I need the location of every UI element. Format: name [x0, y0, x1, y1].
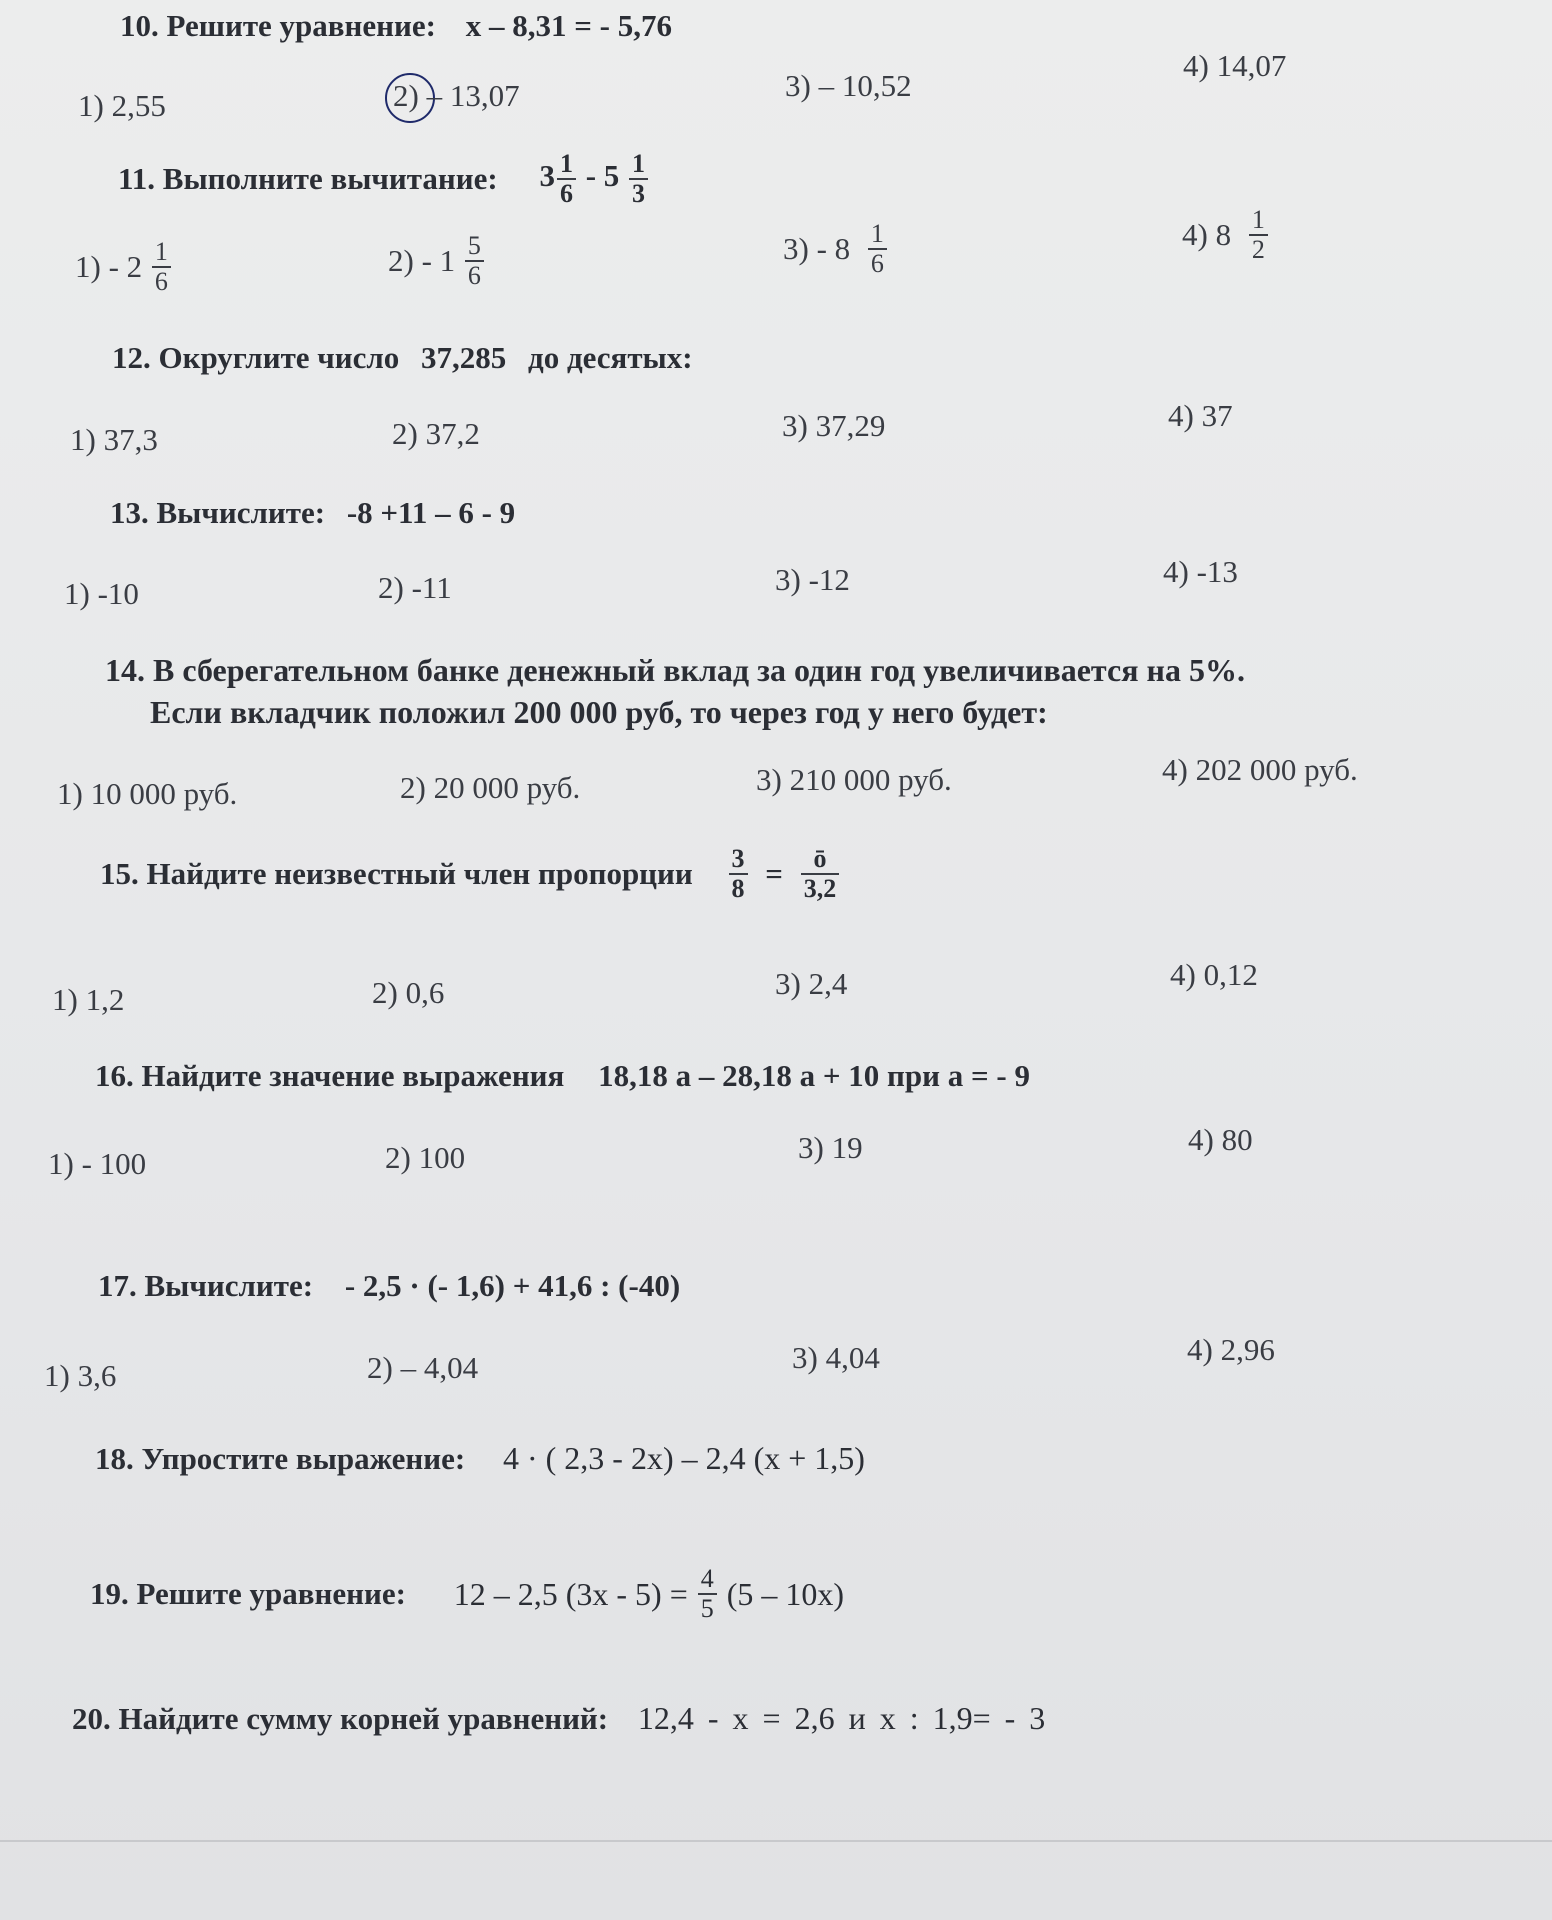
- question-10-option-1: 1) 2,55: [78, 88, 166, 123]
- question-20: [72, 1700, 1045, 1737]
- question-11-prompt: 11. Выполните вычитание:: [118, 161, 498, 196]
- fraction: $\frac{1}{2}$: [1249, 206, 1268, 264]
- fraction: $\frac{5}{6}$: [465, 232, 484, 290]
- question-17-option-4: 4) 2,96: [1187, 1332, 1275, 1367]
- question-11-expression: 3 $\frac{1}{6}$ - 5 $\frac{1}{3}$: [539, 150, 650, 208]
- question-15-prompt: 15. Найдите неизвестный член пропорции: [100, 856, 693, 891]
- question-17: [98, 1268, 680, 1304]
- question-13-option-1: 1) -10: [64, 576, 139, 611]
- question-13-option-3: 3) -12: [775, 562, 850, 597]
- question-11-option-4: 4) 8 $\frac{1}{2}$: [1182, 206, 1270, 264]
- fraction: $\frac{4}{5}$: [698, 1565, 717, 1623]
- question-12-suffix: до десятых:: [528, 340, 693, 375]
- question-15: [100, 845, 841, 903]
- question-13-prompt: 13. Вычислите:: [110, 495, 326, 530]
- question-13-option-4: 4) -13: [1163, 554, 1238, 589]
- question-14-option-2: 2) 20 000 руб.: [400, 770, 581, 805]
- question-10: [120, 8, 672, 44]
- question-12-option-2: 2) 37,2: [392, 416, 480, 451]
- question-12: [112, 340, 693, 376]
- question-17-option-1: 1) 3,6: [44, 1358, 117, 1393]
- question-11-option-2: 2) - 1 $\frac{5}{6}$: [388, 232, 486, 290]
- question-16-option-2: 2) 100: [385, 1140, 466, 1175]
- question-13-expression: -8 +11 – 6 - 9: [346, 495, 516, 530]
- question-12-option-3: 3) 37,29: [782, 408, 886, 443]
- fraction: $\frac{1}{6}$: [557, 150, 576, 208]
- question-17-option-2: 2) – 4,04: [367, 1350, 479, 1385]
- question-19-prompt: 19. Решите уравнение:: [90, 1576, 406, 1611]
- question-12-option-4: 4) 37: [1168, 398, 1233, 433]
- question-16-option-3: 3) 19: [798, 1130, 863, 1165]
- question-15-expression: $\frac{3}{8}$ = $\frac{ō}{3,2}$: [727, 845, 842, 903]
- fraction: $\frac{1}{6}$: [868, 220, 887, 278]
- question-16-prompt: 16. Найдите значение выражения: [95, 1058, 565, 1093]
- question-16-option-1: 1) - 100: [48, 1146, 147, 1181]
- question-17-option-3: 3) 4,04: [792, 1340, 880, 1375]
- fraction: $\frac{3}{8}$: [729, 845, 748, 903]
- question-10-option-3: 3) – 10,52: [785, 68, 912, 103]
- question-11-option-1: 1) - 2 $\frac{1}{6}$: [75, 238, 173, 296]
- question-16: [95, 1058, 1030, 1094]
- question-12-option-1: 1) 37,3: [70, 422, 158, 457]
- question-20-prompt: 20. Найдите сумму корней уравнений:: [72, 1701, 609, 1736]
- question-14-option-4: 4) 202 000 руб.: [1162, 752, 1358, 787]
- question-19: [90, 1565, 844, 1623]
- question-14-option-1: 1) 10 000 руб.: [57, 776, 238, 811]
- question-19-expression: 12 – 2,5 (3x - 5) = $\frac{4}{5}$ (5 – 10x): [453, 1564, 845, 1623]
- question-16-expression: 18,18 а – 28,18 а + 10 при а = - 9: [598, 1058, 1030, 1093]
- question-15-option-3: 3) 2,4: [775, 966, 848, 1001]
- question-18: [95, 1440, 865, 1477]
- question-18-expression: 4 · ( 2,3 - 2x) – 2,4 (x + 1,5): [502, 1440, 865, 1476]
- question-15-option-4: 4) 0,12: [1170, 957, 1258, 992]
- page-edge-line: [0, 1840, 1552, 1842]
- question-13-option-2: 2) -11: [378, 570, 452, 605]
- question-18-prompt: 18. Упростите выражение:: [95, 1441, 466, 1476]
- question-12-prompt: 12. Округлите число: [112, 340, 400, 375]
- question-14-line-2: Если вкладчик положил 200 000 руб, то через год у него будет:: [150, 694, 1048, 730]
- question-12-expression: 37,285: [421, 340, 507, 375]
- question-10-option-2: 2) – 13,07: [393, 78, 520, 113]
- question-16-option-4: 4) 80: [1188, 1122, 1253, 1157]
- question-17-expression: - 2,5 · (- 1,6) + 41,6 : (-40): [344, 1268, 681, 1303]
- question-10-expression: x – 8,31 = - 5,76: [465, 8, 672, 43]
- fraction: $\frac{1}{6}$: [152, 238, 171, 296]
- question-10-option-4: 4) 14,07: [1183, 48, 1287, 83]
- question-20-expression: 12,4 - x = 2,6 и x : 1,9= - 3: [637, 1700, 1046, 1736]
- question-11: [118, 150, 650, 208]
- question-15-option-2: 2) 0,6: [372, 975, 445, 1010]
- question-14-line-1: 14. В сберегательном банке денежный вклад за один год увеличивается на 5%.: [105, 652, 1245, 688]
- question-10-prompt: 10. Решите уравнение:: [120, 8, 436, 43]
- question-14-option-3: 3) 210 000 руб.: [756, 762, 952, 797]
- fraction: $\frac{1}{3}$: [629, 150, 648, 208]
- question-15-option-1: 1) 1,2: [52, 982, 125, 1017]
- question-13: [110, 495, 515, 531]
- question-17-prompt: 17. Вычислите:: [98, 1268, 314, 1303]
- fraction: $\frac{ō}{3,2}$: [801, 845, 840, 903]
- question-11-option-3: 3) - 8 $\frac{1}{6}$: [783, 220, 889, 278]
